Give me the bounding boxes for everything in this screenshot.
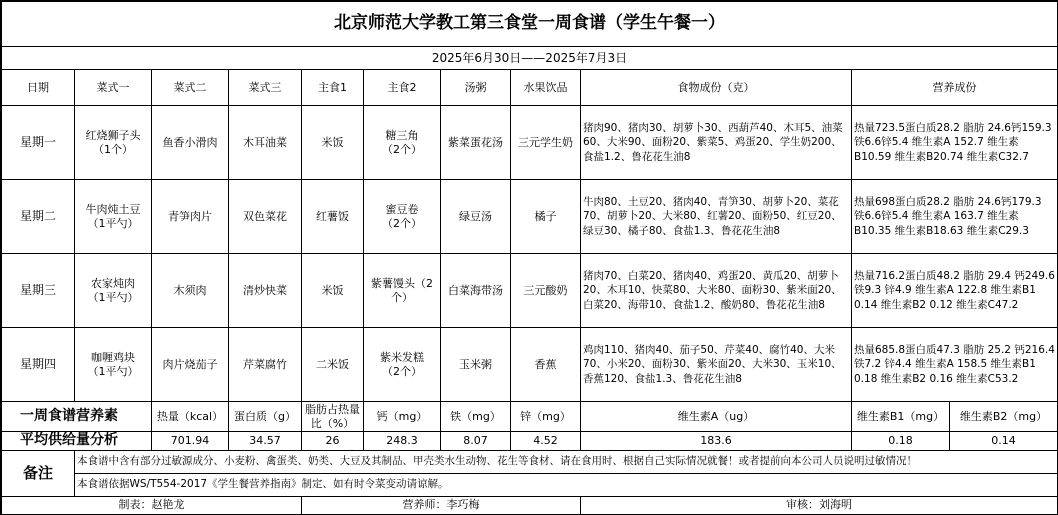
dish2-cell: 木须肉	[152, 254, 229, 328]
soup-cell: 绿豆汤	[441, 180, 511, 254]
summary-value-row	[2, 432, 1058, 451]
nutrition-cell: 热量698蛋白质28.2 脂肪 24.6钙179.3 铁6.6锌5.4 维生素A 163.7 维生素B10.35 维生素B18.63 维生素C29.3	[852, 180, 1058, 254]
header-dish3: 菜式三	[229, 70, 302, 106]
summary-value: 0.14	[950, 432, 1058, 451]
header-ingredients: 食物成份（克）	[581, 70, 852, 106]
staple2-cell: 紫薯馒头（2个）	[364, 254, 441, 328]
header-staple2: 主食2	[364, 70, 441, 106]
dish1-cell: 农家炖肉 （1平勺）	[75, 254, 152, 328]
staple1-cell: 红薯饭	[302, 180, 364, 254]
date-range: 2025年6月30日——2025年7月3日	[2, 47, 1058, 70]
summary-label: 一周食谱营养素	[2, 402, 152, 432]
day-row	[2, 106, 1058, 180]
signoff-row	[2, 496, 1058, 514]
summary-header: 维生素B1（mg）	[852, 402, 950, 432]
nutrition-cell: 热量716.2蛋白质48.2 脂肪 29.4 钙249.6 铁9.3 锌4.9 维生素A 122.8 维生素B1 0.14 维生素B2 0.12 维生素C47.2	[852, 254, 1058, 328]
notes-row	[2, 450, 1058, 473]
soup-cell: 白菜海带汤	[441, 254, 511, 328]
day-label: 星期一	[2, 106, 75, 180]
fruit-cell: 橘子	[511, 180, 581, 254]
staple1-cell: 米饭	[302, 106, 364, 180]
summary-analysis-label: 平均供给量分析	[2, 432, 152, 451]
fruit-cell: 香蕉	[511, 328, 581, 402]
day-label: 星期三	[2, 254, 75, 328]
staple1-cell: 二米饭	[302, 328, 364, 402]
nutritionist-cell	[302, 496, 581, 514]
summary-header: 维生素B2（mg）	[950, 402, 1058, 432]
staple1-cell: 米饭	[302, 254, 364, 328]
header-nutrition: 营养成份	[852, 70, 1058, 106]
day-row	[2, 328, 1058, 402]
staple2-cell: 糖三角 （2个）	[364, 106, 441, 180]
header-date: 日期	[2, 70, 75, 106]
ingredients-cell: 猪肉90、猪肉30、胡萝卜30、西葫芦40、木耳5、油菜60、大米90、面粉20、紫菜5、鸡蛋20、学生奶200、食盐1.2、鲁花花生油8	[581, 106, 852, 180]
day-label: 星期四	[2, 328, 75, 402]
fruit-cell: 三元酸奶	[511, 254, 581, 328]
summary-value: 34.57	[229, 432, 302, 451]
ingredients-cell: 猪肉70、白菜20、猪肉40、鸡蛋20、黄瓜20、胡萝卜20、木耳10、快菜80、大米80、面粉30、紫米面20、白菜20、海带10、食盐1.2、酸奶80、鲁花花生油8	[581, 254, 852, 328]
dish2-cell: 青笋肉片	[152, 180, 229, 254]
ingredients-cell: 牛肉80、土豆20、猪肉40、青笋30、胡萝卜20、菜花70、胡萝卜20、大米80、红薯20、面粉50、红豆20、绿豆30、橘子80、食盐1.3、鲁花花生油8	[581, 180, 852, 254]
summary-value: 8.07	[441, 432, 511, 451]
summary-value: 248.3	[364, 432, 441, 451]
header-soup: 汤粥	[441, 70, 511, 106]
summary-value: 0.18	[852, 432, 950, 451]
nutritionist-name: 李巧梅	[446, 498, 480, 512]
summary-header: 铁（mg）	[441, 402, 511, 432]
day-label: 星期二	[2, 180, 75, 254]
reviewer-cell	[581, 496, 1058, 514]
header-dish2: 菜式二	[152, 70, 229, 106]
summary-header: 维生素A（ug）	[581, 402, 852, 432]
summary-header: 脂肪占热量比（%）	[302, 402, 364, 432]
reviewer-name: 刘海明	[819, 498, 852, 512]
dish3-cell: 木耳油菜	[229, 106, 302, 180]
day-row	[2, 254, 1058, 328]
header-staple1: 主食1	[302, 70, 364, 106]
maker-label: 制表：	[118, 498, 152, 512]
soup-cell: 紫菜蛋花汤	[441, 106, 511, 180]
day-row	[2, 180, 1058, 254]
dish1-cell: 牛肉炖土豆 （1平勺）	[75, 180, 152, 254]
header-dish1: 菜式一	[75, 70, 152, 106]
notes-standard-text: 本食谱依据WS/T554-2017《学生餐营养指南》制定、如有时令菜变动请谅解。	[75, 473, 1058, 496]
fruit-cell: 三元学生奶	[511, 106, 581, 180]
nutritionist-label: 营养师：	[402, 498, 447, 512]
menu-table	[1, 1, 1058, 515]
nutrition-cell: 热量685.8蛋白质47.3 脂肪 25.2 钙216.4 铁7.2 锌4.4 维生素A 158.5 维生素B1 0.18 维生素B2 0.16 维生素C53.2	[852, 328, 1058, 402]
summary-header: 钙（mg）	[364, 402, 441, 432]
summary-header: 蛋白质（g）	[229, 402, 302, 432]
staple2-cell: 紫米发糕 （2个）	[364, 328, 441, 402]
maker-name: 赵艳龙	[151, 498, 185, 512]
soup-cell: 玉米粥	[441, 328, 511, 402]
notes-label: 备注	[2, 450, 75, 496]
summary-header-row	[2, 402, 1058, 432]
dish3-cell: 清炒快菜	[229, 254, 302, 328]
dish1-cell: 咖喱鸡块 （1平勺）	[75, 328, 152, 402]
notes-row	[2, 473, 1058, 496]
summary-value: 26	[302, 432, 364, 451]
ingredients-cell: 鸡肉110、猪肉40、茄子50、芹菜40、腐竹40、大米70、小米20、面粉30、紫米面20、大米30、玉米10、香蕉120、食盐1.3、鲁花花生油8	[581, 328, 852, 402]
dish1-cell: 红烧狮子头 （1个）	[75, 106, 152, 180]
notes-allergen-text: 本食谱中含有部分过敏源成分、小麦粉、禽蛋类、奶类、大豆及其制品、甲壳类水生动物、花生等食材、请在食用时、根据自己实际情况就餐！或者提前向本公司人员说明过敏情况！	[75, 450, 1058, 473]
staple2-cell: 蜜豆卷 （2个）	[364, 180, 441, 254]
reviewer-label: 审核：	[786, 498, 819, 512]
summary-value: 183.6	[581, 432, 852, 451]
page-title: 北京师范大学教工第三食堂一周食谱（学生午餐一）	[2, 2, 1058, 47]
header-fruit: 水果饮品	[511, 70, 581, 106]
summary-value: 701.94	[152, 432, 229, 451]
nutrition-cell: 热量723.5蛋白质28.2 脂肪 24.6钙159.3 铁6.6锌5.4 维生素A 152.7 维生素B10.59 维生素B20.74 维生素C32.7	[852, 106, 1058, 180]
dish2-cell: 肉片烧茄子	[152, 328, 229, 402]
dish3-cell: 双色菜花	[229, 180, 302, 254]
summary-header: 锌（mg）	[511, 402, 581, 432]
dish3-cell: 芹菜腐竹	[229, 328, 302, 402]
summary-header: 热量（kcal）	[152, 402, 229, 432]
summary-value: 4.52	[511, 432, 581, 451]
dish2-cell: 鱼香小滑肉	[152, 106, 229, 180]
maker-cell	[2, 496, 302, 514]
